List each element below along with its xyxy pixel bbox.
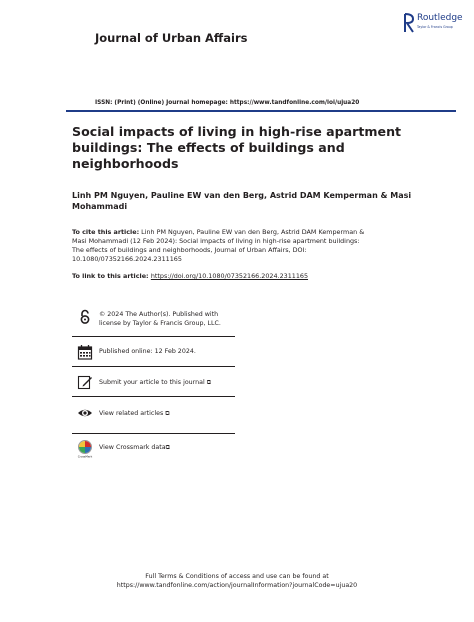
divider	[72, 396, 235, 397]
issn-line[interactable]: ISSN: (Print) (Online) Journal homepage: https://www.tandfonline.com/loi/ujua20	[95, 100, 360, 106]
citation	[72, 228, 372, 264]
publisher-subtitle: Taylor & Francis Group	[417, 25, 453, 29]
crossmark-logo-text: CrossMark	[77, 454, 93, 459]
calendar-icon	[77, 344, 93, 360]
related-articles-link[interactable]	[99, 410, 235, 419]
crossmark-link[interactable]	[99, 444, 235, 453]
footer-line-1: Full Terms & Conditions of access and use can be found at	[145, 573, 329, 580]
divider	[72, 433, 235, 434]
header-rule	[66, 110, 456, 112]
article-link	[72, 272, 308, 280]
divider	[72, 366, 235, 367]
external-link-icon: ⧉	[165, 444, 170, 451]
article-authors: Linh PM Nguyen, Pauline EW van den Berg, Astrid DAM Kemperman & Masi Mohammadi	[72, 191, 412, 211]
footer-journal-info-link[interactable]: https://www.tandfonline.com/action/journalInformation?journalCode=ujua20	[116, 581, 358, 589]
external-link-icon: ⧉	[206, 379, 212, 386]
journal-title: Journal of Urban Affairs	[95, 31, 248, 45]
edit-icon	[77, 374, 93, 390]
submit-article-link[interactable]	[99, 379, 235, 388]
publisher-name: Routledge	[417, 13, 463, 23]
published-date: Published online: 12 Feb 2024.	[99, 348, 196, 355]
related-label: View related articles	[99, 410, 164, 417]
open-access-icon	[77, 309, 93, 325]
routledge-logo[interactable]	[403, 12, 463, 36]
cite-text: Linh PM Nguyen, Pauline EW van den Berg, Astrid DAM Kemperman & Masi Mohammadi (12 Feb 2024): Social impacts of living in high-rise apartment buildings: The effects of buildings and neighborhoods, Journal of Urban Affairs, DOI: 10.1080/07352166.2024.2311165	[72, 228, 365, 263]
submit-label: Submit your article to this journal	[99, 379, 205, 386]
footer	[0, 573, 474, 590]
crossmark-icon	[76, 439, 94, 459]
article-title: Social impacts of living in high-rise apartment buildings: The effects of buildings and neighborhoods	[72, 124, 402, 171]
eye-icon	[77, 405, 93, 421]
doi-link[interactable]: https://doi.org/10.1080/07352166.2024.2311165	[150, 272, 309, 280]
link-label: To link to this article:	[72, 272, 151, 280]
cite-label: To cite this article:	[72, 228, 140, 236]
crossmark-label: View Crossmark data	[99, 444, 166, 451]
external-link-icon: ⧉	[165, 410, 170, 417]
license-text: © 2024 The Author(s). Published with license by Taylor & Francis Group, LLC.	[99, 311, 221, 327]
divider	[72, 336, 235, 337]
routledge-r-icon	[403, 12, 415, 34]
